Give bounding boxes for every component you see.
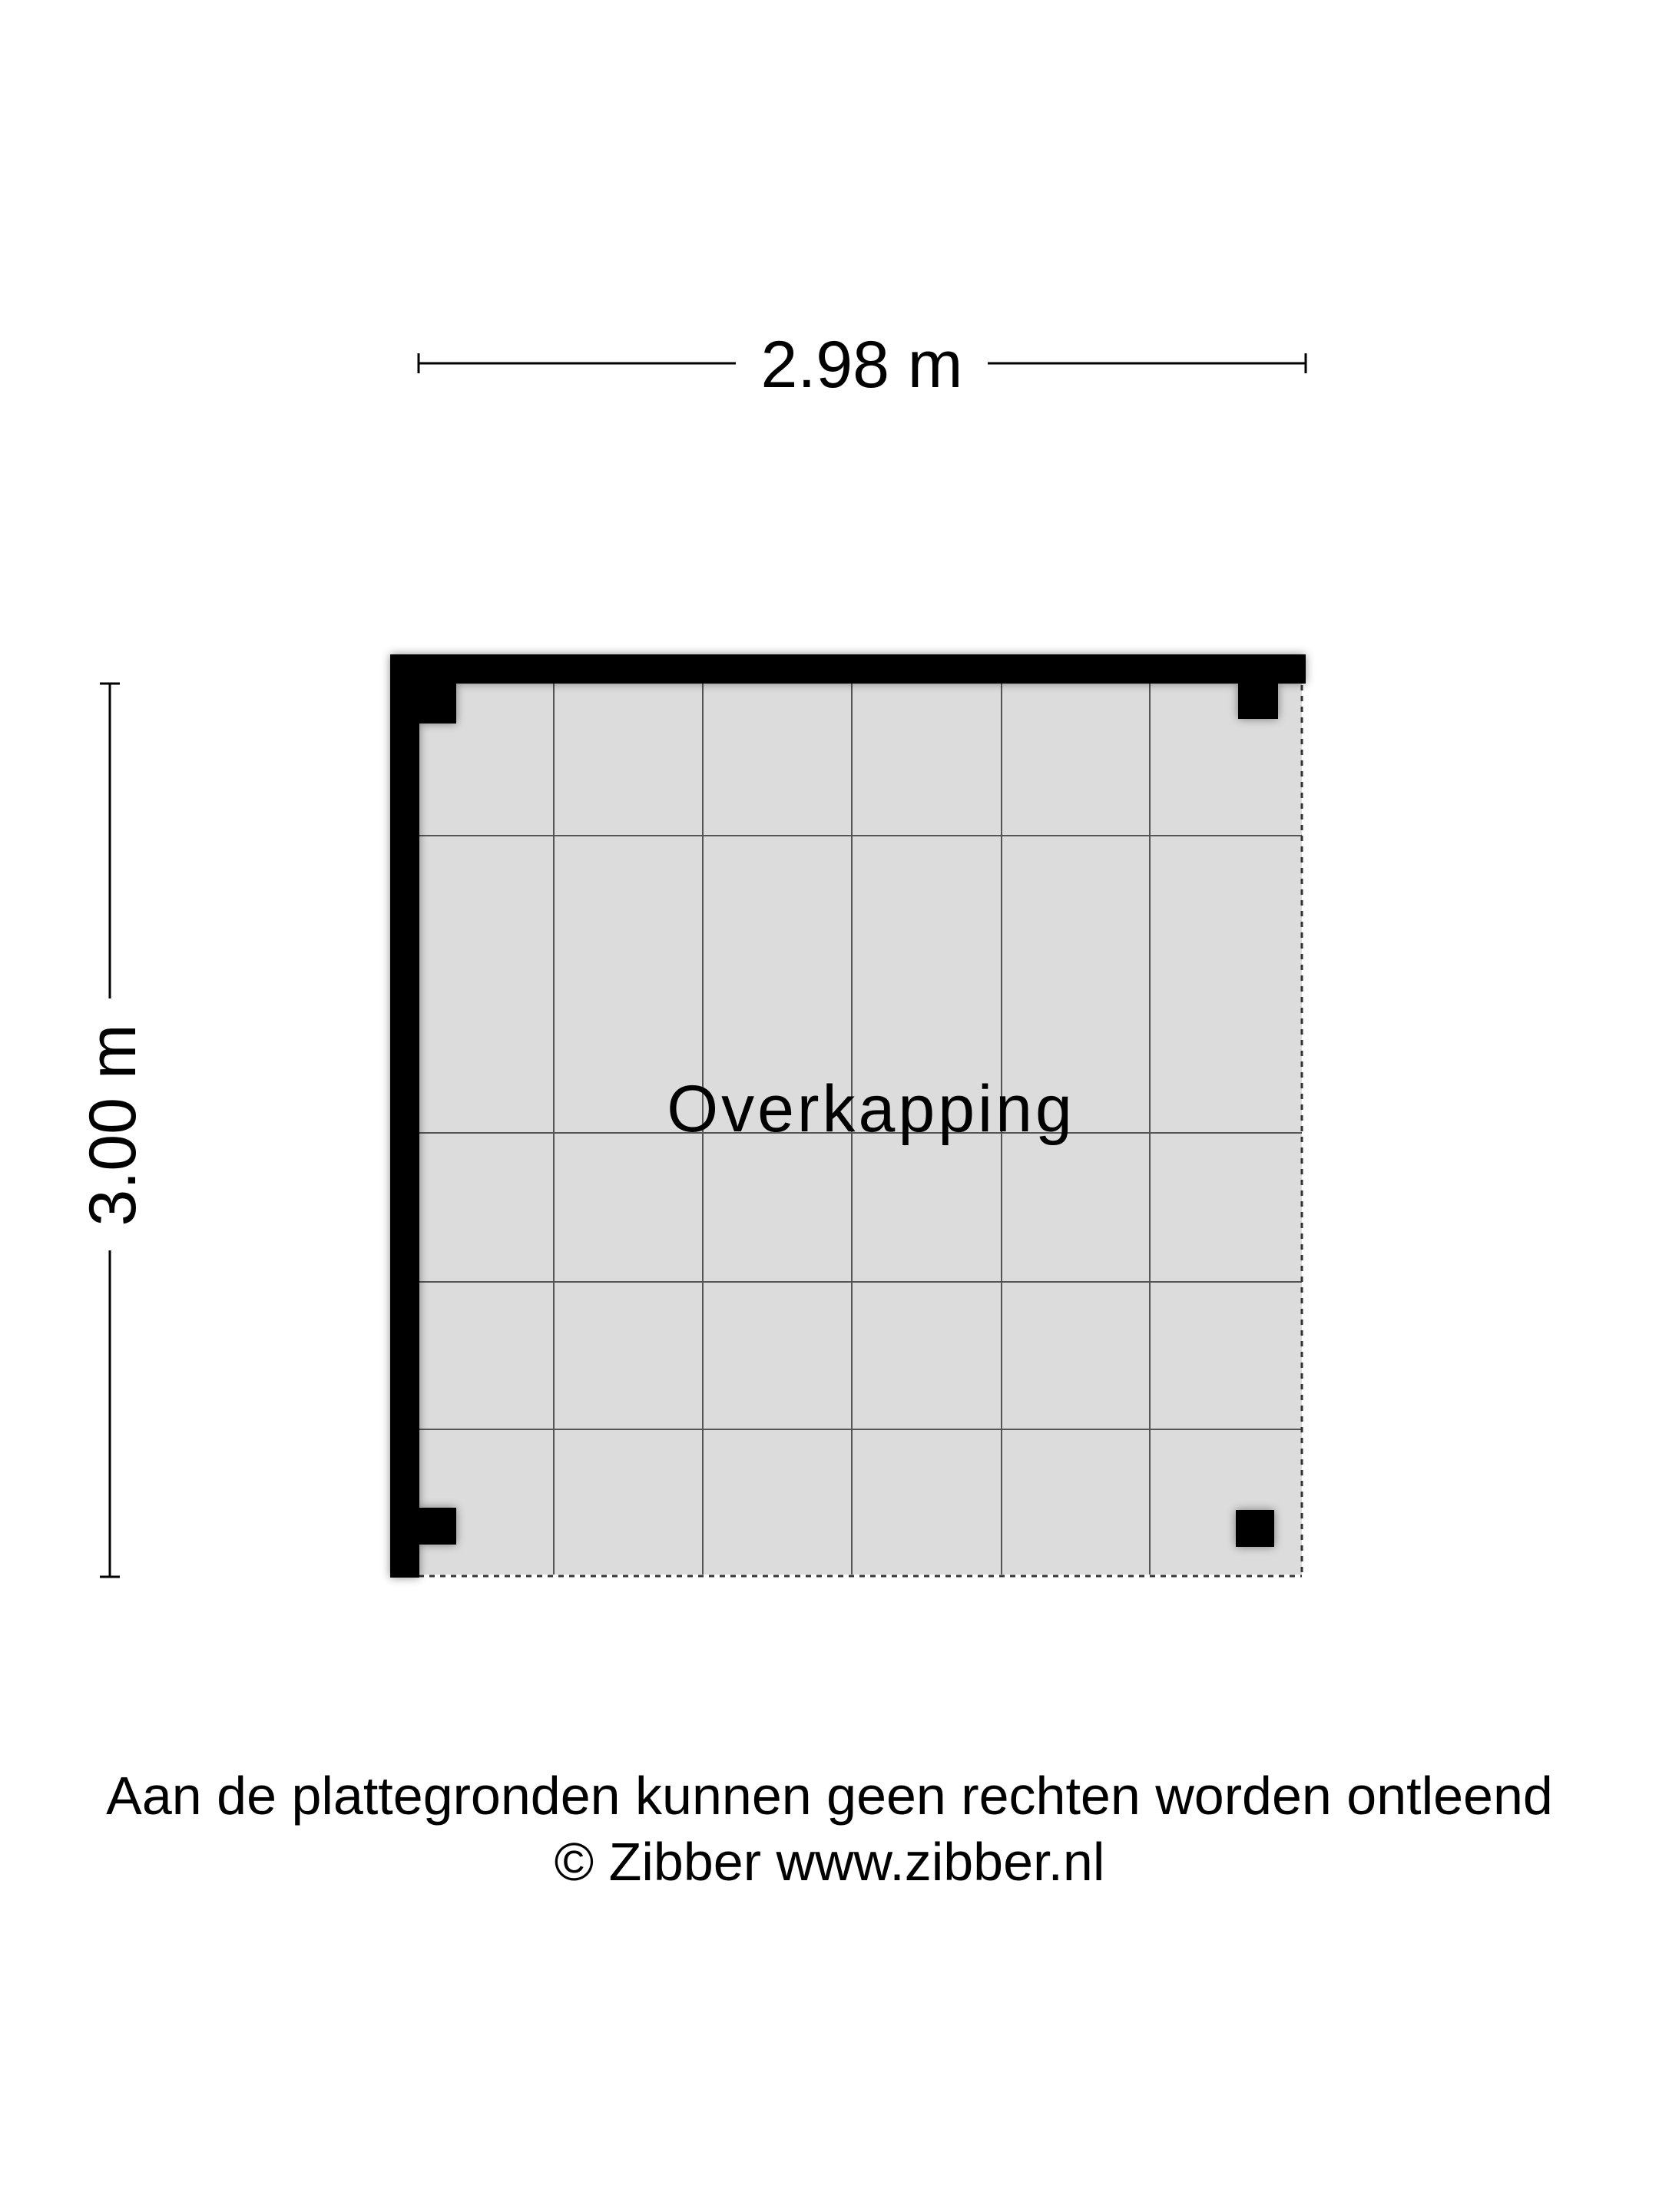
wall-left: [390, 654, 419, 1578]
wall-top: [390, 654, 1306, 684]
post-top-right: [1238, 684, 1278, 719]
post-top-left: [419, 684, 456, 724]
copyright-text: © Zibber www.zibber.nl: [554, 1832, 1105, 1892]
height-dimension-label: 3.00 m: [76, 1024, 150, 1227]
post-bottom-left: [419, 1508, 456, 1545]
room-label: Overkapping: [667, 1072, 1075, 1146]
post-bottom-right: [1236, 1510, 1274, 1547]
width-dimension-label: 2.98 m: [760, 328, 963, 402]
disclaimer-text: Aan de plattegronden kunnen geen rechten worden ontleend: [106, 1766, 1553, 1826]
